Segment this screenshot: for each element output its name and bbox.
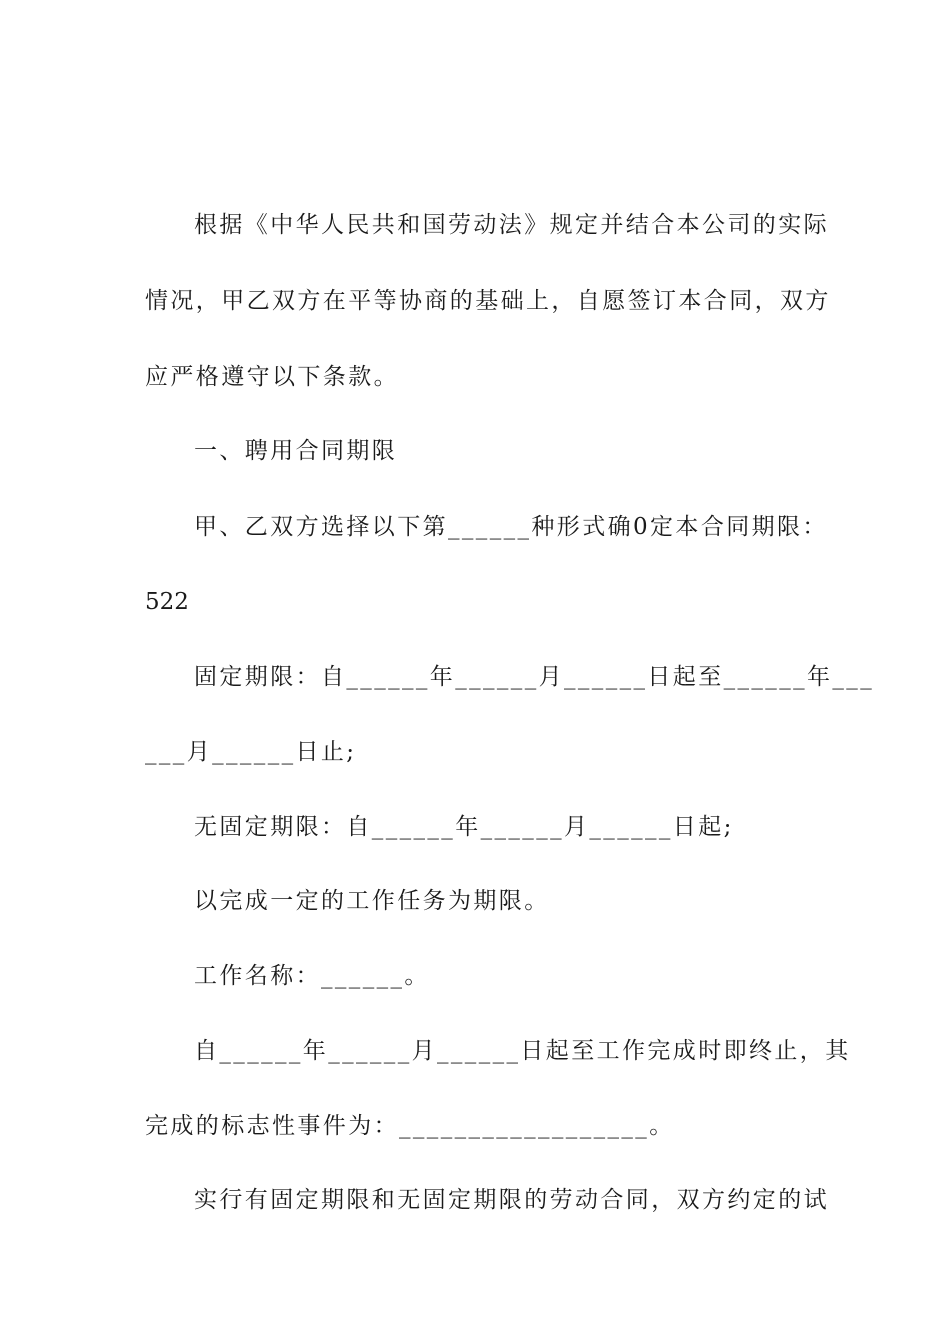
task-start-line: 自______年______月______日起至工作完成时即终止，其 — [194, 1038, 851, 1064]
term-selection-line: 甲、乙双方选择以下第______种形式确0定本合同期限： — [194, 514, 828, 540]
section-heading-contract-term: 一、聘用合同期限 — [194, 438, 398, 464]
paragraph-intro-line-2: 情况，甲乙双方在平等协商的基础上，自愿签订本合同，双方 — [145, 288, 831, 314]
task-term-line: 以完成一定的工作任务为期限。 — [194, 888, 550, 914]
fixed-term-line-2: ___月______日止; — [145, 739, 357, 765]
task-name-line: 工作名称：______。 — [194, 963, 430, 989]
paragraph-intro-line-3: 应严格遵守以下条款。 — [145, 364, 399, 390]
probation-paragraph-line-1: 实行有固定期限和无固定期限的劳动合同，双方约定的试 — [194, 1187, 829, 1213]
task-completion-event-line: 完成的标志性事件为：__________________。 — [145, 1113, 675, 1139]
fixed-term-line-1: 固定期限：自______年______月______日起至______年___ — [194, 664, 875, 690]
stray-number: 522 — [145, 589, 189, 615]
open-term-line: 无固定期限：自______年______月______日起; — [194, 814, 734, 840]
paragraph-intro-line-1: 根据《中华人民共和国劳动法》规定并结合本公司的实际 — [194, 212, 829, 238]
